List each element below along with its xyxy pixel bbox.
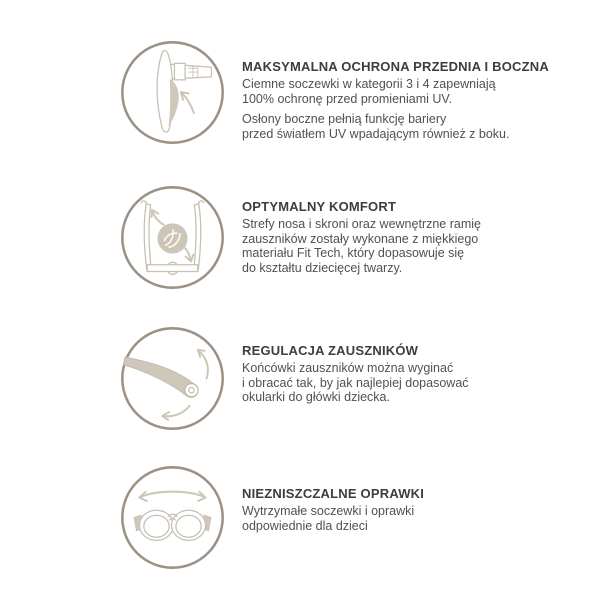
adjustment-illustration <box>119 325 226 432</box>
arrow-icon <box>140 492 204 497</box>
arrow-icon <box>182 93 194 113</box>
feature-block-comfort <box>242 199 572 275</box>
comfort-illustration <box>119 184 226 291</box>
soft-material-top-view-icon <box>119 184 226 291</box>
feature-paragraph: Strefy nosa i skroni oraz wewnętrzne ramię zauszników zostały wykonane z miękkiego materiału Fit Tech, który dopasowuje się do kształtu dziecięcej twarzy. <box>242 217 481 275</box>
feature-paragraph: Osłony boczne pełnią funkcję bariery przed światłem UV wpadającym również z boku. <box>242 112 510 141</box>
feature-paragraph: Ciemne soczewki w kategorii 3 i 4 zapewniają 100% ochronę przed promieniami UV. <box>242 77 496 106</box>
feature-paragraph: Końcówki zauszników można wyginać i obracać tak, by jak najlepiej dopasować okularki do główki dziecka. <box>242 361 469 405</box>
feature-paragraph: Wytrzymałe soczewki i oprawki odpowiednie dla dzieci <box>242 504 415 533</box>
temple-arm-rotation-icon <box>119 325 226 432</box>
feature-block-protection <box>242 59 572 141</box>
side-protection-illustration <box>119 39 226 146</box>
feature-heading: MAKSYMALNA OCHRONA PRZEDNIA I BOCZNA <box>242 59 549 74</box>
feature-block-durability <box>242 486 572 533</box>
sunglasses-side-shield-icon <box>119 39 226 146</box>
feature-heading: REGULACJA ZAUSZNIKÓW <box>242 343 419 358</box>
feature-heading: NIEZNISZCZALNE OPRAWKI <box>242 486 425 501</box>
feature-block-adjustment <box>242 343 572 405</box>
arrow-icon <box>163 406 189 417</box>
durability-illustration <box>119 464 226 571</box>
flexible-frame-front-icon <box>119 464 226 571</box>
feature-heading: OPTYMALNY KOMFORT <box>242 199 397 214</box>
